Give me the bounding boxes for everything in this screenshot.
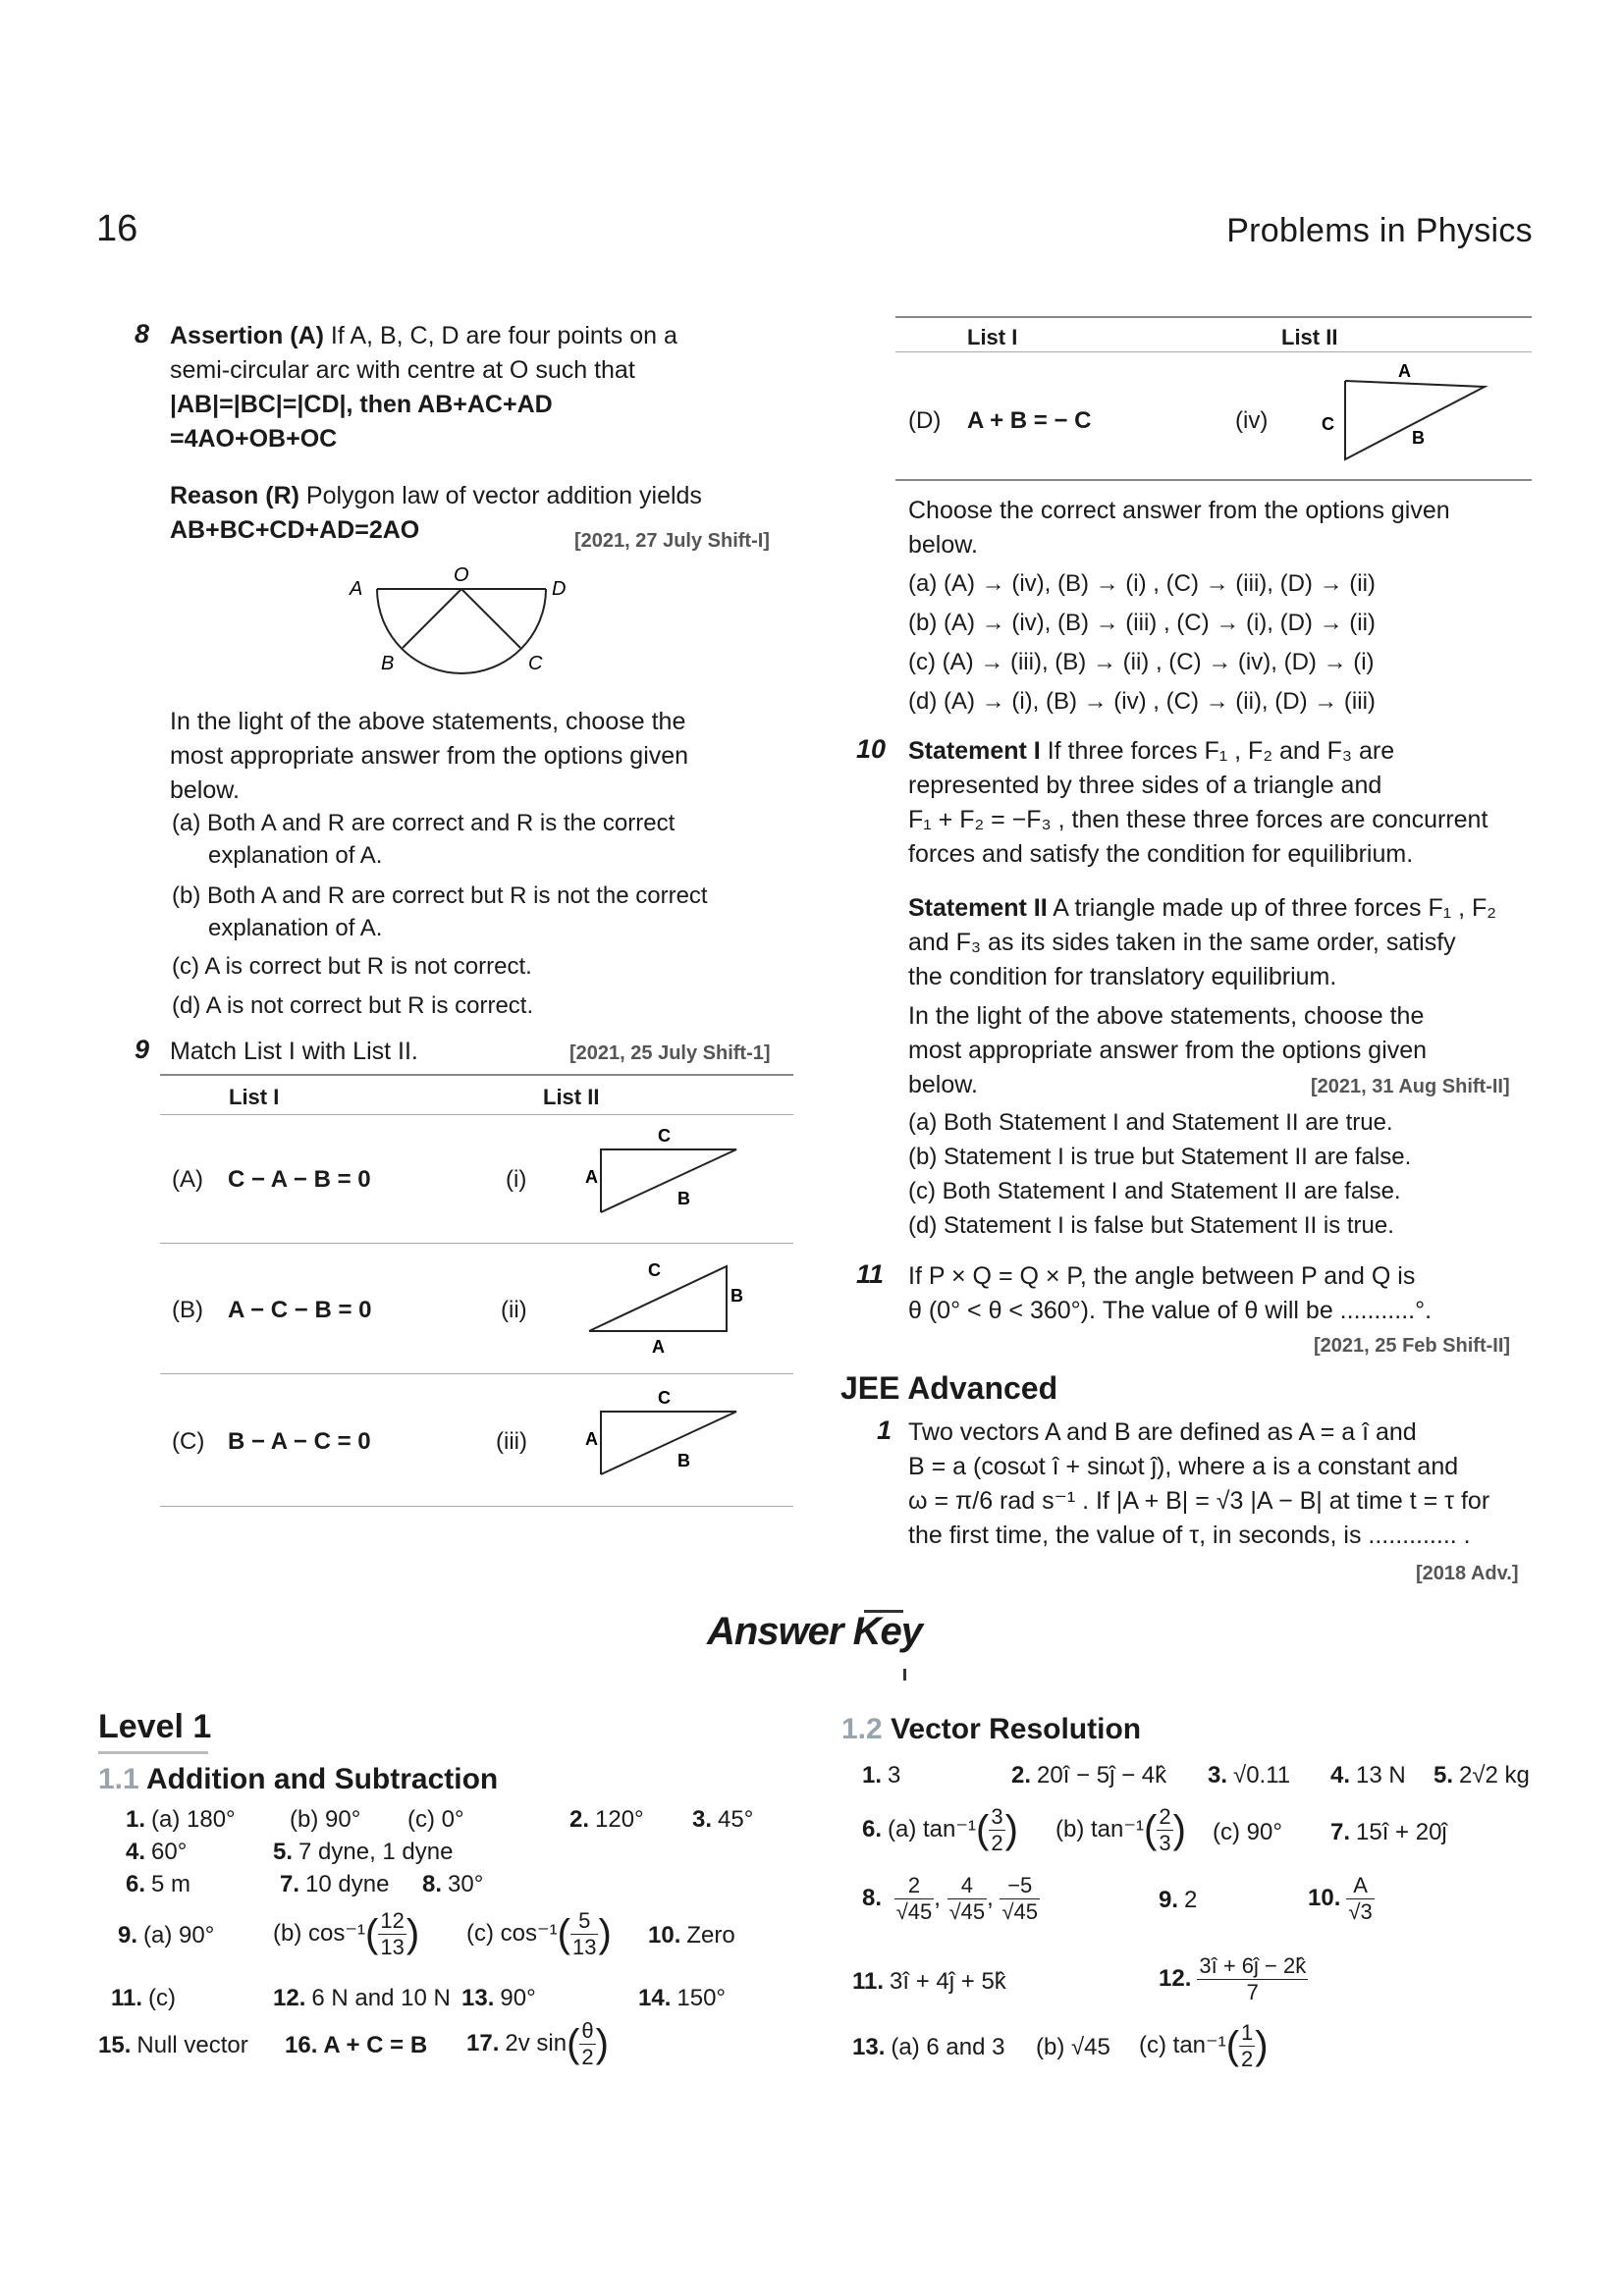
table-rule xyxy=(160,1114,793,1115)
answer-item: 2. 120° xyxy=(569,1806,644,1833)
row-roman: (iii) xyxy=(496,1428,527,1455)
decorative-rule xyxy=(903,1669,906,1681)
answer-item: (c) 0° xyxy=(407,1806,464,1833)
statement-text: represented by three sides of a triangle and xyxy=(908,772,1382,799)
answer-item: 2. 20î − 5ĵ − 4k̂ xyxy=(1011,1762,1167,1789)
triangle-diagram-iii xyxy=(579,1386,756,1484)
option-d: (d) (A) → (i), (B) → (iv) , (C) → (ii), (D) → (iii) xyxy=(908,688,1376,715)
point-b-label: B xyxy=(381,653,395,674)
row-equation: A − C − B = 0 xyxy=(228,1297,372,1323)
vector-c-label: C xyxy=(1322,414,1334,434)
answer-item: 13. 90° xyxy=(461,1985,536,2011)
option-b: (b) (A) → (iv), (B) → (iii) , (C) → (i), (D) → (ii) xyxy=(908,610,1376,636)
q10-statement-ii xyxy=(908,891,1542,994)
answer-item: (c) tan⁻¹( $\frac{1}{2}$ ) xyxy=(1139,2020,1269,2071)
assertion-label: Assertion (A) xyxy=(170,322,324,349)
section-number: 1.1 xyxy=(98,1763,139,1795)
table-rule xyxy=(895,479,1532,481)
list-i-header: List I xyxy=(967,325,1018,349)
answer-item: 16. A + C = B xyxy=(285,2032,428,2058)
section-number: 1.2 xyxy=(841,1713,883,1745)
prompt-line: most appropriate answer from the options given xyxy=(170,742,689,770)
answer-item: 1. (a) 180° xyxy=(126,1806,236,1833)
option-a: (a) Both A and R are correct and R is the correct xyxy=(172,810,676,836)
prompt-line: In the light of the above statements, choose the xyxy=(908,1002,1425,1030)
assertion-text: =4AO+OB+OC xyxy=(170,425,338,453)
answer-item: 7. 10 dyne xyxy=(280,1871,390,1897)
point-o-label: O xyxy=(454,564,469,586)
vector-b-label: B xyxy=(677,1189,690,1208)
answer-item: 7. 15î + 20ĵ xyxy=(1330,1819,1447,1845)
jee-adv-question xyxy=(908,1415,1546,1553)
option-a: (a) Both Statement I and Statement II are true. xyxy=(908,1109,1393,1136)
row-key: (D) xyxy=(908,407,942,434)
statement-text: forces and satisfy the condition for equilibrium. xyxy=(908,840,1414,868)
triangle-diagram-i xyxy=(579,1124,756,1222)
source-tag: [2021, 25 July Shift-1] xyxy=(569,1042,771,1064)
section-title: JEE Advanced xyxy=(840,1370,1058,1406)
q10-statement-i xyxy=(908,734,1542,872)
answer-item: 13. (a) 6 and 3 xyxy=(852,2034,1005,2060)
answer-item: 11. (c) xyxy=(111,1985,177,2011)
point-a-label: A xyxy=(350,578,363,600)
table-rule xyxy=(160,1373,793,1374)
q8-assertion xyxy=(170,319,798,456)
answer-item: 14. 150° xyxy=(638,1985,727,2011)
vector-b-label: B xyxy=(677,1451,690,1470)
q9-choose xyxy=(908,494,1537,562)
triangle-diagram-ii xyxy=(579,1255,756,1362)
section-heading xyxy=(841,1713,1141,1746)
answer-item: 4. 60° xyxy=(126,1839,188,1865)
option-d: (d) A is not correct but R is correct. xyxy=(172,992,534,1019)
question-number: 1 xyxy=(877,1415,893,1445)
answer-item: 8. 30° xyxy=(422,1871,484,1897)
table-rule xyxy=(160,1074,793,1076)
answer-item: 17. 2v sin( $\frac{\theta}{2}$ ) xyxy=(466,2018,609,2069)
question-text: the first time, the value of τ, in seconds, is ............. . xyxy=(908,1522,1471,1549)
assertion-text: semi-circular arc with centre at O such that xyxy=(170,356,635,384)
answer-key-title: Answer Key xyxy=(707,1610,922,1653)
answer-item: 15. Null vector xyxy=(98,2032,248,2058)
answer-item: (c) cos⁻¹( $\frac{5}{13}$ ) xyxy=(466,1908,612,1959)
table-rule xyxy=(895,351,1532,352)
book-title: Problems in Physics xyxy=(1226,212,1533,249)
answer-item: (b) √45 xyxy=(1036,2034,1110,2060)
row-key: (C) xyxy=(172,1428,205,1455)
q8-prompt xyxy=(170,705,798,808)
answer-item: 3. 45° xyxy=(692,1806,754,1833)
statement-label: Statement I xyxy=(908,737,1041,765)
assertion-text: If A, B, C, D are four points on a xyxy=(330,322,677,349)
question-number: 11 xyxy=(856,1259,885,1289)
page-number: 16 xyxy=(96,208,138,249)
row-roman: (i) xyxy=(506,1166,527,1193)
assertion-text: |AB|=|BC|=|CD|, then AB+AC+AD xyxy=(170,391,553,418)
triangle-diagram-iv xyxy=(1316,359,1502,467)
answer-item: 10. $\frac{A}{√3}$ xyxy=(1308,1873,1373,1924)
point-d-label: D xyxy=(552,578,567,600)
row-roman: (ii) xyxy=(501,1297,527,1323)
answer-item: 12. 6 N and 10 N xyxy=(273,1985,451,2011)
option-d: (d) Statement I is false but Statement II is true. xyxy=(908,1212,1394,1239)
prompt-line: most appropriate answer from the options given xyxy=(908,1037,1428,1064)
question-text: θ (0° < θ < 360°). The value of θ will be ...........°. xyxy=(908,1297,1433,1324)
level-title: Level 1 xyxy=(98,1708,212,1745)
section-name: Vector Resolution xyxy=(891,1713,1142,1745)
list-ii-header: List II xyxy=(543,1085,600,1109)
row-key: (A) xyxy=(172,1166,203,1193)
answer-item: 12. $\frac{3î + 6ĵ - 2k̂}{7}$ xyxy=(1159,1953,1307,2004)
option-b: (b) Both A and R are correct but R is not the correct xyxy=(172,882,708,909)
level-underline xyxy=(98,1751,208,1754)
option-c: (c) (A) → (iii), (B) → (ii) , (C) → (iv), (D) → (i) xyxy=(908,649,1375,675)
vector-c-label: C xyxy=(648,1260,661,1280)
source-tag: [2021, 31 Aug Shift-II] xyxy=(1311,1076,1510,1097)
answer-item: 6. (a) tan⁻¹( $\frac{3}{2}$ ) xyxy=(862,1804,1018,1855)
option-a: (a) (A) → (iv), (B) → (i) , (C) → (iii), (D) → (ii) xyxy=(908,570,1376,597)
table-rule xyxy=(160,1243,793,1244)
q11-text xyxy=(908,1259,1542,1328)
statement-text: A triangle made up of three forces F₁ , F₂ xyxy=(1053,894,1496,922)
option-a-cont: explanation of A. xyxy=(208,842,383,869)
answer-item: 9. (a) 90° xyxy=(118,1922,215,1949)
row-roman: (iv) xyxy=(1235,407,1269,434)
section-heading xyxy=(98,1763,498,1796)
option-b-cont: explanation of A. xyxy=(208,915,383,941)
source-tag: [2018 Adv.] xyxy=(1416,1563,1519,1584)
table-rule xyxy=(160,1506,793,1507)
answer-item: 10. Zero xyxy=(648,1922,735,1949)
row-equation: B − A − C = 0 xyxy=(228,1428,371,1455)
statement-text: the condition for translatory equilibrium. xyxy=(908,963,1337,990)
statement-text: and F₃ as its sides taken in the same order, satisfy xyxy=(908,929,1456,956)
answer-item: 3. √0.11 xyxy=(1208,1762,1291,1789)
answer-item: (b) tan⁻¹( $\frac{2}{3}$ ) xyxy=(1055,1804,1186,1855)
option-b: (b) Statement I is true but Statement II are false. xyxy=(908,1144,1412,1170)
prompt-line: below. xyxy=(908,531,978,559)
prompt-line: below. xyxy=(170,776,240,804)
source-tag: [2021, 27 July Shift-I] xyxy=(574,530,770,552)
list-i-header: List I xyxy=(229,1085,280,1109)
vector-a-label: A xyxy=(585,1429,598,1449)
answer-item: (b) 90° xyxy=(290,1806,361,1833)
section-name: Addition and Subtraction xyxy=(145,1763,499,1795)
question-number: 9 xyxy=(135,1035,150,1064)
vector-a-label: A xyxy=(1398,361,1411,381)
reason-text: Polygon law of vector addition yields xyxy=(305,482,702,509)
question-text: Two vectors A and B are defined as A = a î and xyxy=(908,1418,1417,1446)
table-rule xyxy=(895,316,1532,318)
vector-b-label: B xyxy=(1412,428,1425,448)
answer-item: 1. 3 xyxy=(862,1762,901,1789)
vector-c-label: C xyxy=(658,1388,671,1408)
vector-a-label: A xyxy=(585,1167,598,1187)
reason-label: Reason (R) xyxy=(170,482,299,509)
vector-a-label: A xyxy=(652,1337,665,1357)
question-text: ω = π/6 rad s⁻¹ . If |A + B| = √3 |A − B| at time t = τ for xyxy=(908,1487,1490,1515)
row-equation: C − A − B = 0 xyxy=(228,1166,371,1193)
vector-c-label: C xyxy=(658,1126,671,1146)
source-tag: [2021, 25 Feb Shift-II] xyxy=(1314,1335,1511,1357)
row-equation: A + B = − C xyxy=(967,407,1092,434)
answer-item: (b) cos⁻¹( $\frac{12}{13}$ ) xyxy=(273,1908,420,1959)
answer-item: 9. 2 xyxy=(1159,1887,1198,1913)
reason-equation: AB+BC+CD+AD=2AO xyxy=(170,516,420,544)
answer-item: 8. $\frac{2}{√45}$ , $\frac{4}{√45}$ , $\frac{-5}{√45}$ xyxy=(862,1873,1039,1924)
prompt-line: In the light of the above statements, choose the xyxy=(170,708,686,735)
answer-item: 11. 3î + 4ĵ + 5k̂ xyxy=(852,1968,1006,1995)
point-c-label: C xyxy=(528,653,543,674)
question-text: If P × Q = Q × P, the angle between P and Q is xyxy=(908,1262,1416,1290)
list-ii-header: List II xyxy=(1281,325,1338,349)
prompt-line: Choose the correct answer from the options given xyxy=(908,497,1450,524)
statement-text: F₁ + F₂ = −F₃ , then these three forces are concurrent xyxy=(908,806,1488,833)
semicircle-diagram xyxy=(344,561,589,689)
question-text: B = a (cosωt î + sinωt ĵ), where a is a constant and xyxy=(908,1453,1459,1480)
answer-item: 6. 5 m xyxy=(126,1871,191,1897)
question-number: 10 xyxy=(856,734,887,764)
option-c: (c) A is correct but R is not correct. xyxy=(172,953,532,980)
prompt-line: below. xyxy=(908,1071,978,1098)
answer-item: 4. 13 N xyxy=(1330,1762,1406,1789)
question-number: 8 xyxy=(135,319,150,348)
q9-text: Match List I with List II. xyxy=(170,1038,418,1065)
answer-item: 5. 2√2 kg xyxy=(1434,1762,1530,1789)
vector-b-label: B xyxy=(730,1286,743,1306)
option-c: (c) Both Statement I and Statement II are false. xyxy=(908,1178,1401,1204)
answer-item: (c) 90° xyxy=(1213,1819,1282,1845)
row-key: (B) xyxy=(172,1297,203,1323)
statement-label: Statement II xyxy=(908,894,1048,922)
statement-text: If three forces F₁ , F₂ and F₃ are xyxy=(1047,737,1395,765)
answer-item: 5. 7 dyne, 1 dyne xyxy=(273,1839,454,1865)
